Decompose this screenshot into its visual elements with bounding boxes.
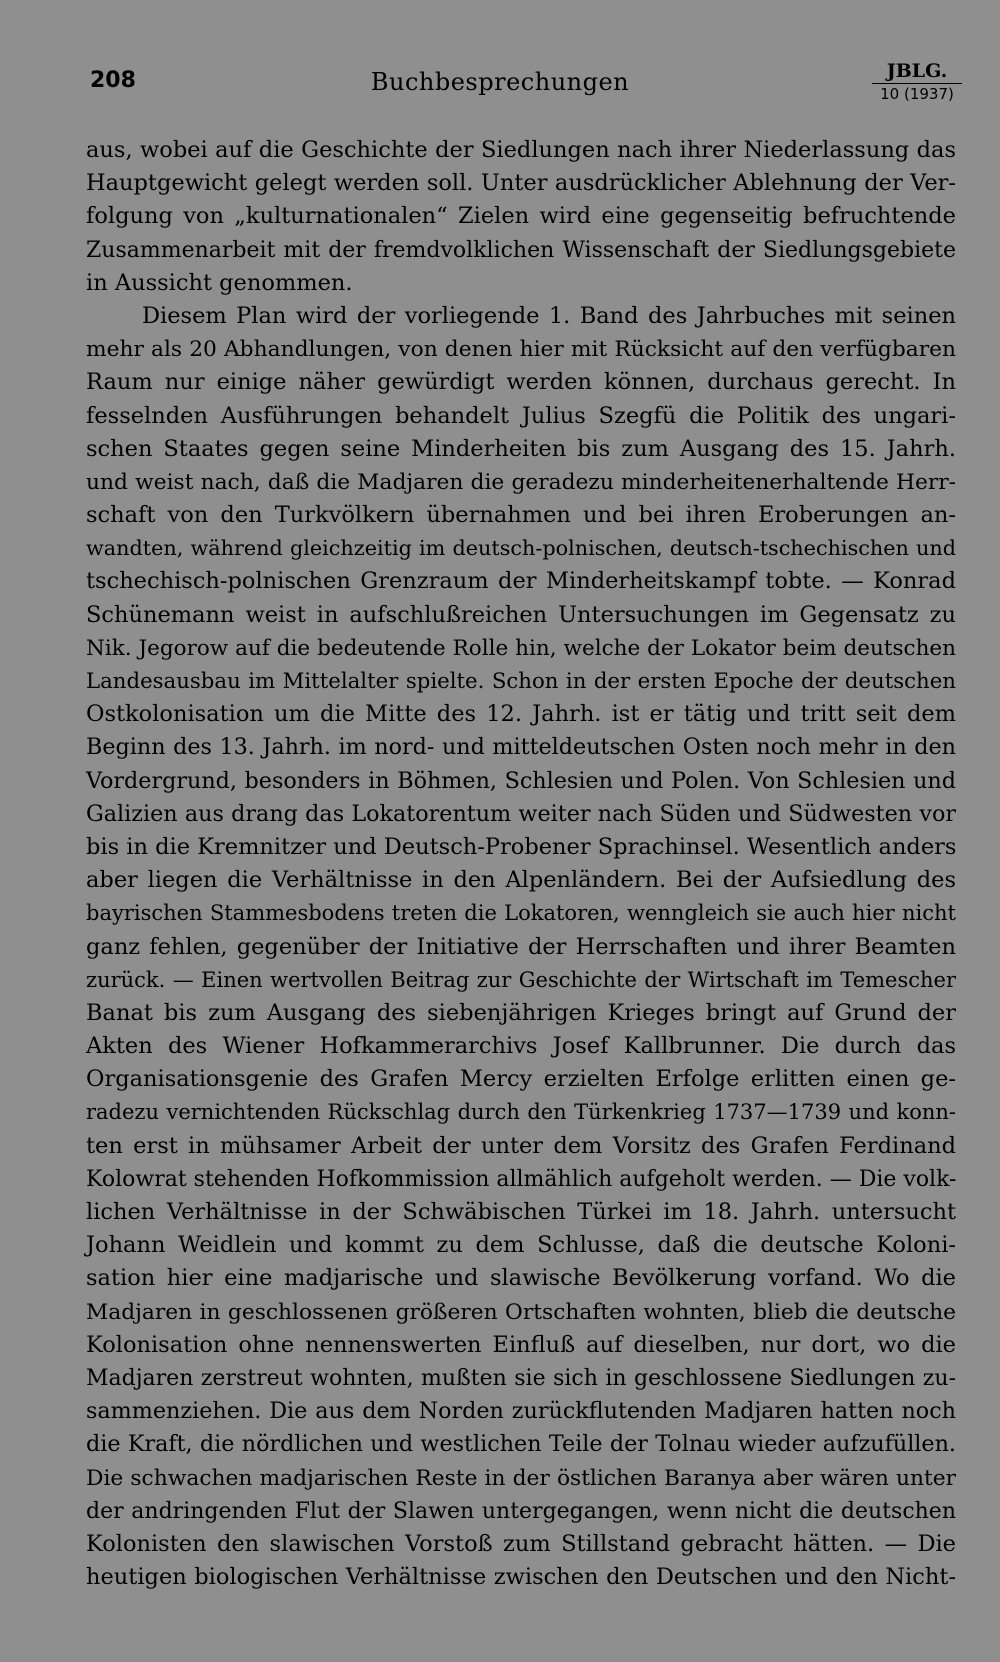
- text-line: Akten des Wiener Hofkammerarchivs Josef Kallbrunner. Die durch das: [86, 1033, 956, 1060]
- text-line: fesselnden Ausführungen behandelt Julius Szegfü die Politik des ungari-: [86, 402, 956, 429]
- text-line: Beginn des 13. Jahrh. im nord- und mitteldeutschen Osten noch mehr in den: [86, 734, 956, 761]
- text-line: Madjaren in geschlossenen größeren Ortschaften wohnten, blieb die deutsche: [86, 1299, 956, 1325]
- text-line: mehr als 20 Abhandlungen, von denen hier mit Rücksicht auf den verfügbaren: [86, 337, 956, 363]
- text-line: Vordergrund, besonders in Böhmen, Schlesien und Polen. Von Schlesien und: [86, 767, 956, 794]
- text-line: Ostkolonisation um die Mitte des 12. Jahrh. ist er tätig und tritt seit dem: [86, 701, 956, 728]
- text-line: schaft von den Turkvölkern übernahmen und bei ihren Eroberungen an-: [86, 502, 956, 529]
- text-line: aus, wobei auf die Geschichte der Siedlungen nach ihrer Niederlassung das: [86, 137, 956, 163]
- text-line: die Kraft, die nördlichen und westlichen Teile der Tolnau wieder aufzufüllen.: [86, 1431, 956, 1458]
- text-line: Galizien aus drang das Lokatorentum weiter nach Süden und Südwesten vor: [86, 800, 956, 827]
- journal-abbreviation: JBLG.: [872, 60, 962, 84]
- journal-reference: [872, 60, 962, 104]
- text-line: Zusammenarbeit mit der fremdvolklichen Wissenschaft der Siedlungsgebiete: [86, 237, 956, 263]
- text-line: heutigen biologischen Verhältnisse zwischen den Deutschen und den Nicht-: [86, 1564, 956, 1591]
- text-line: Kolonisten den slawischen Vorstoß zum Stillstand gebracht hätten. — Die: [86, 1530, 956, 1557]
- text-line: tschechisch-polnischen Grenzraum der Minderheitskampf tobte. — Konrad: [86, 568, 956, 595]
- text-line: folgung von „kulturnationalen“ Zielen wird eine gegenseitig befruchtende: [86, 203, 956, 230]
- text-line: bis in die Kremnitzer und Deutsch-Probener Sprachinsel. Wesentlich anders: [86, 833, 957, 860]
- text-line: Nik. Jegorow auf die bedeutende Rolle hin, welche der Lokator beim deutschen: [86, 635, 956, 661]
- text-line: Hauptgewicht gelegt werden soll. Unter ausdrücklicher Ablehnung der Ver-: [86, 170, 956, 197]
- text-line: Banat bis zum Ausgang des siebenjährigen Krieges bringt auf Grund der: [86, 999, 956, 1026]
- running-title: Buchbesprechungen: [370, 68, 630, 96]
- text-line: radezu vernichtenden Rückschlag durch den Türkenkrieg 1737—1739 und konn-: [86, 1100, 956, 1125]
- text-line: sation hier eine madjarische und slawische Bevölkerung vorfand. Wo die: [86, 1265, 956, 1292]
- text-line: Raum nur einige näher gewürdigt werden können, durchaus gerecht. In: [86, 369, 956, 396]
- text-line: Johann Weidlein und kommt zu dem Schlusse, daß die deutsche Koloni-: [86, 1232, 956, 1259]
- text-line: zurück. — Einen wertvollen Beitrag zur Geschichte der Wirtschaft im Temescher: [86, 967, 956, 992]
- text-line: schen Staates gegen seine Minderheiten bis zum Ausgang des 15. Jahrh.: [86, 435, 956, 462]
- text-line: Kolonisation ohne nennenswerten Einfluß auf dieselben, nur dort, wo die: [86, 1331, 956, 1358]
- text-line: lichen Verhältnisse in der Schwäbischen Türkei im 18. Jahrh. untersucht: [86, 1199, 956, 1225]
- text-line: bayrischen Stammesbodens treten die Lokatoren, wenngleich sie auch hier nicht: [86, 901, 956, 926]
- text-line: und weist nach, daß die Madjaren die geradezu minderheitenerhaltende Herr-: [86, 469, 956, 495]
- page-number: 208: [90, 68, 136, 93]
- text-line: Die schwachen madjarischen Reste in der östlichen Baranya aber wären unter: [86, 1465, 956, 1491]
- text-line: ten erst in mühsamer Arbeit der unter dem Vorsitz des Grafen Ferdinand: [86, 1132, 956, 1159]
- text-line: sammenziehen. Die aus dem Norden zurückflutenden Madjaren hatten noch: [86, 1398, 956, 1425]
- text-line: aber liegen die Verhältnisse in den Alpenländern. Bei der Aufsiedlung des: [86, 867, 956, 894]
- text-line: Schünemann weist in aufschlußreichen Untersuchungen im Gegensatz zu: [86, 601, 956, 628]
- page-header: [0, 0, 1000, 120]
- journal-volume: 10 (1937): [880, 85, 954, 103]
- text-line: der andringenden Flut der Slawen untergegangen, wenn nicht die deutschen: [86, 1498, 956, 1524]
- text-line: Madjaren zerstreut wohnten, mußten sie sich in geschlossene Siedlungen zu-: [86, 1365, 956, 1391]
- body-text: [86, 134, 956, 1594]
- text-line: Kolowrat stehenden Hofkommission allmählich aufgeholt werden. — Die volk-: [86, 1166, 957, 1192]
- text-line: Landesausbau im Mittelalter spielte. Schon in der ersten Epoche der deutschen: [86, 669, 956, 694]
- text-line: Organisationsgenie des Grafen Mercy erzielten Erfolge erlitten einen ge-: [86, 1066, 956, 1093]
- text-line: Diesem Plan wird der vorliegende 1. Band des Jahrbuches mit seinen: [142, 302, 956, 329]
- text-line: wandten, während gleichzeitig im deutsch-polnischen, deutsch-tschechischen und: [86, 536, 956, 561]
- text-line: ganz fehlen, gegenüber der Initiative der Herrschaften und ihrer Beamten: [86, 933, 956, 960]
- text-line: in Aussicht genommen.: [86, 269, 353, 296]
